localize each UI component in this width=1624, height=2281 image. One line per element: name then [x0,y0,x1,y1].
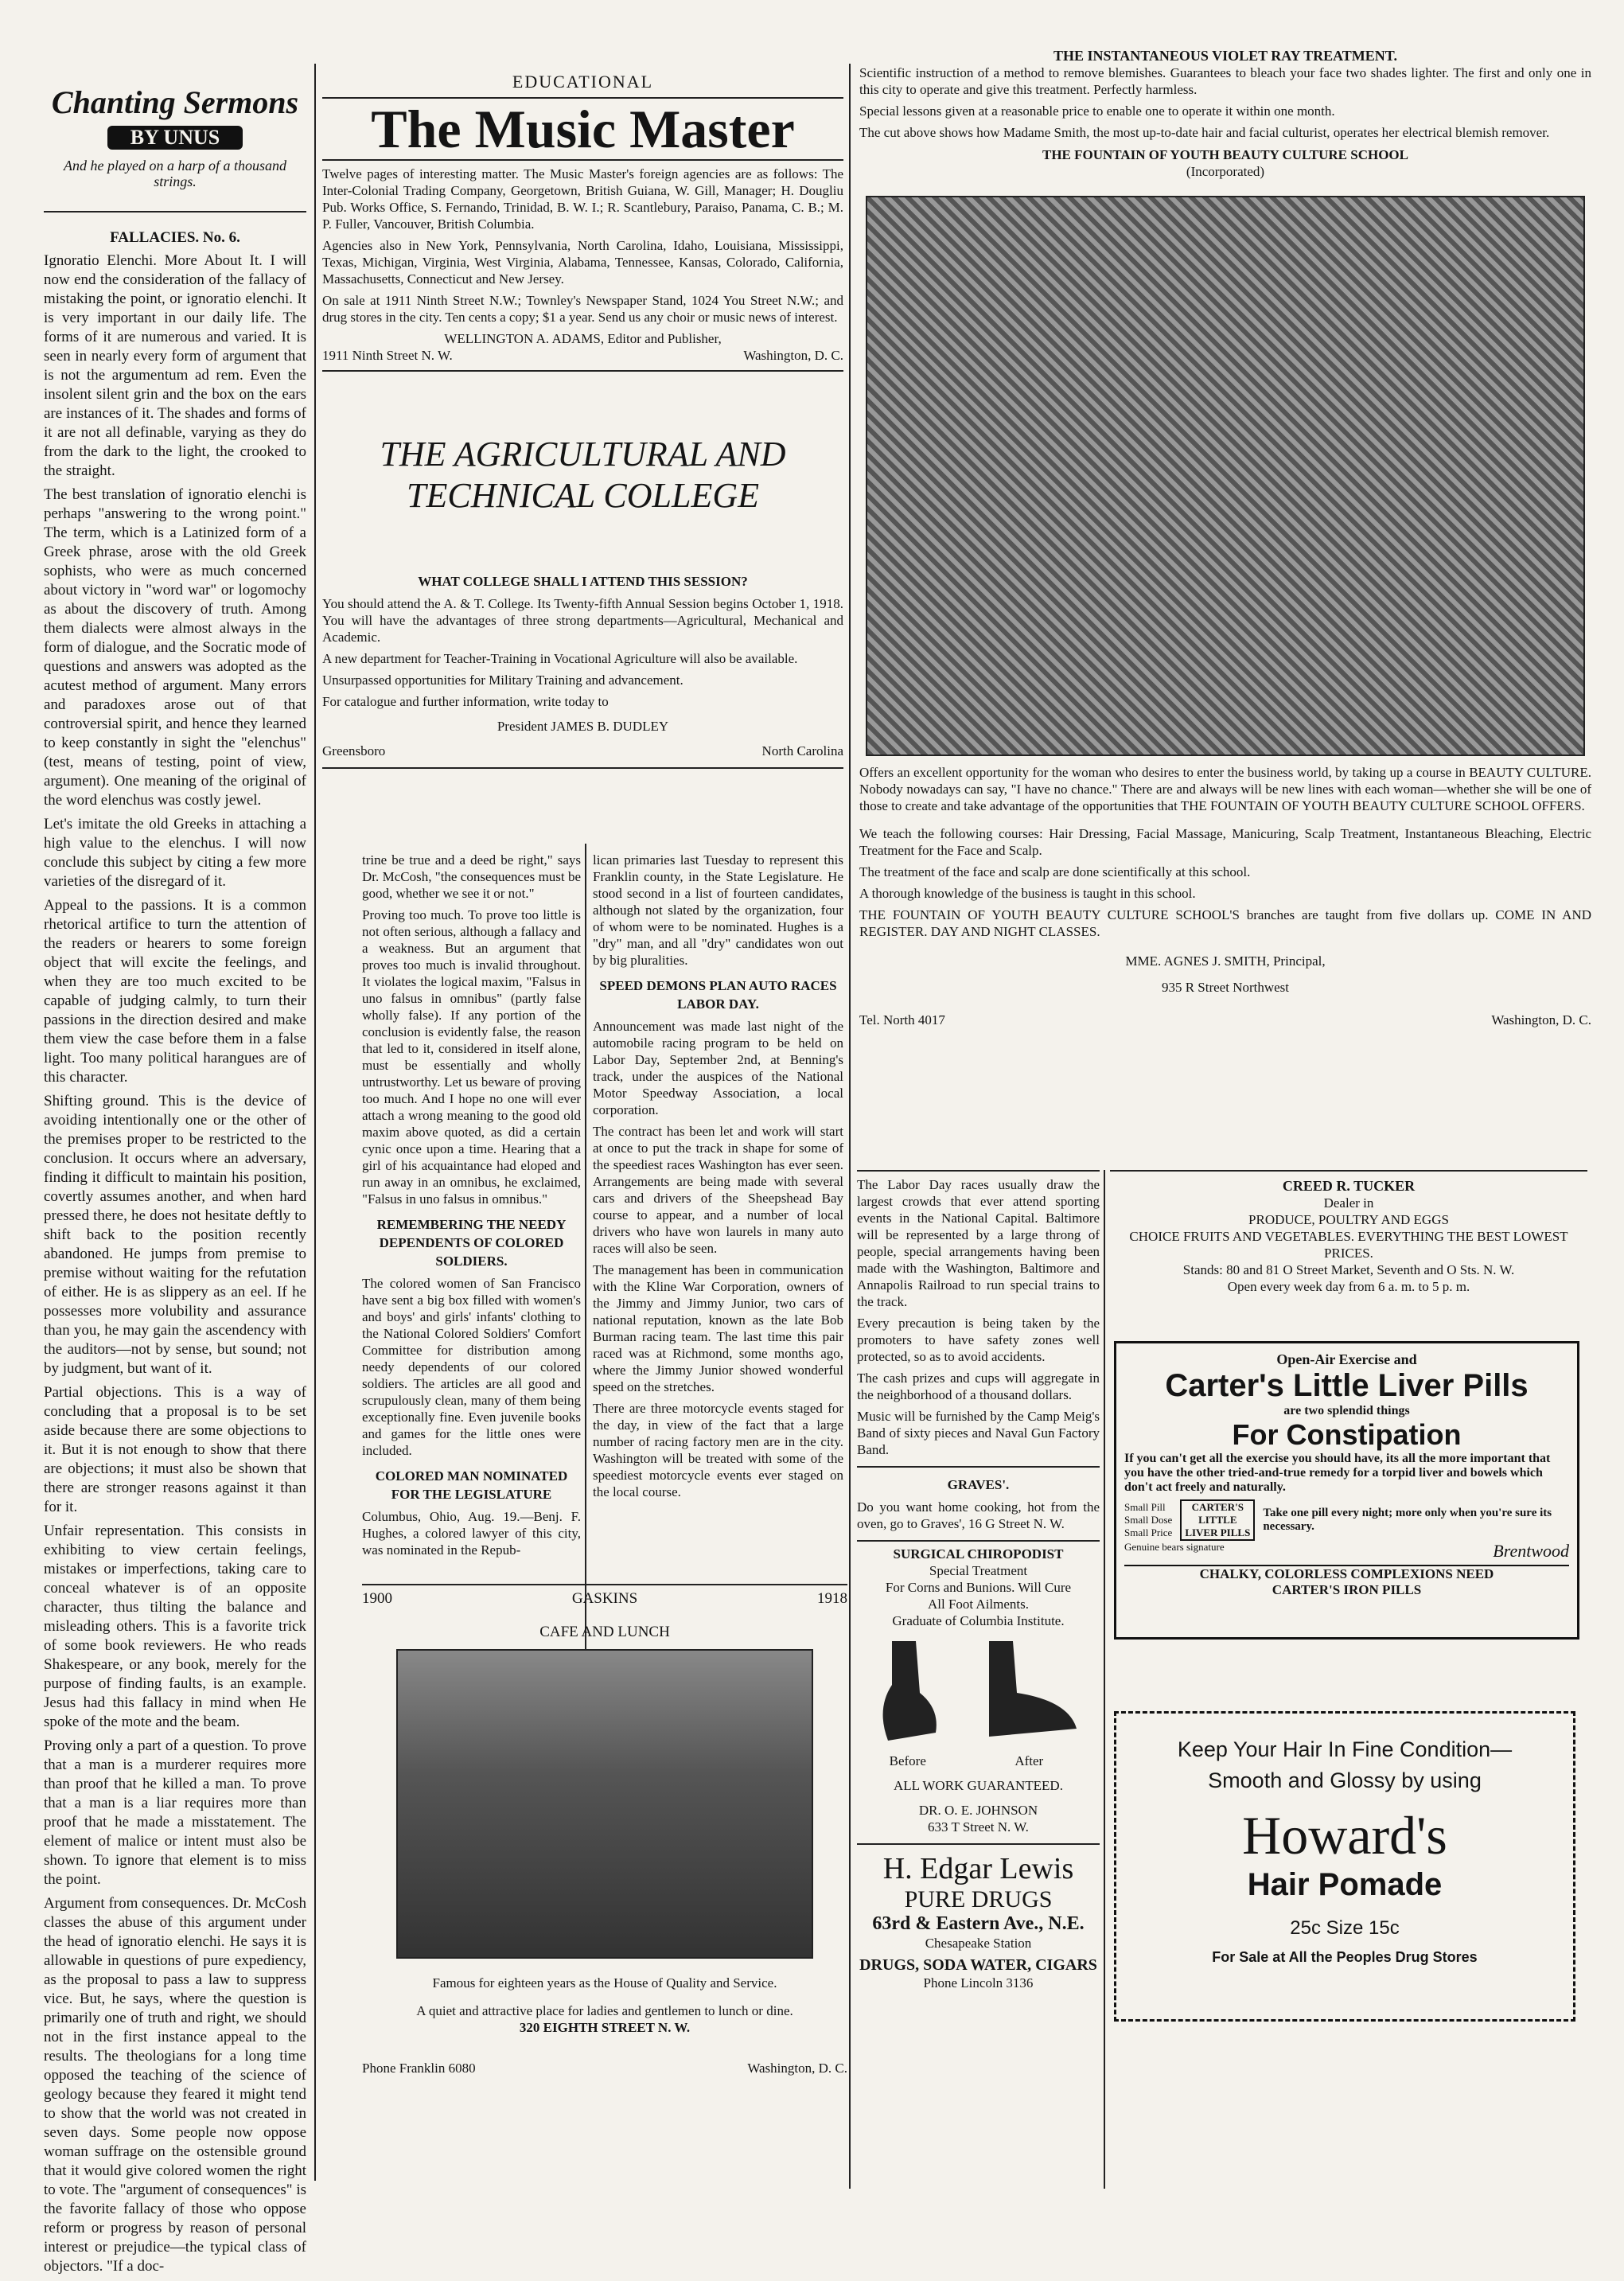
tucker-produce: PRODUCE, POULTRY AND EGGS [1248,1212,1449,1227]
year-start: 1900 [362,1590,392,1607]
chiropodist-text: Graduate of Columbia Institute. [892,1613,1065,1628]
address: 1911 Ninth Street N. W. [322,348,453,363]
carters-genuine: Genuine bears signature [1124,1541,1225,1553]
tucker-choice: CHOICE FRUITS AND VEGETABLES. EVERYTHING THE BEST LOWEST PRICES. [1129,1229,1568,1261]
college-text: Unsurpassed opportunities for Military Training and advancement. [322,673,683,688]
lewis-drugs: PURE DRUGS [904,1886,1053,1913]
beauty-salon-photo [866,196,1585,756]
howards-where: For Sale at All the Peoples Drug Stores [1212,1949,1478,1965]
principal: MME. AGNES J. SMITH, Principal, [1125,953,1326,969]
carters-signature: Brentwood [1493,1541,1569,1561]
before-label: Before [889,1753,926,1768]
violet-title: THE INSTANTANEOUS VIOLET RAY TREATMENT. [1053,48,1397,64]
tucker-stands: Stands: 80 and 81 O Street Market, Seventh and O Sts. N. W. [1182,1262,1515,1277]
nominated-title: COLORED MAN NOMINATED FOR THE LEGISLATURE [375,1468,568,1502]
music-body: Twelve pages of interesting matter. The Music Master's foreign agencies are as follows: The Inter-Colonial Trading Company, Georgetown, British Guiana, W. Gill, Manager; H. Dougliu Pub. Works Office, S. Fernando, Trinidad, B. W. I.; R. Scantlebury, Paraiso, Panama, C. B.; M. P. Fuller, Vancouver, British Columbia. [322,166,843,232]
city: Washington, D. C. [743,348,843,363]
paragraph: Every precaution is being taken by the promoters to have safety zones well protected, so as to avoid accidents. [857,1316,1100,1364]
paragraph: Appeal to the passions. It is a common rhetorical artifice to turn the attention of the readers or hearers to some foreign object that will excite the feelings, and when they are too much excited to be capable of judging calmly, to turn their passions in the direction desired and make them view the case before them in a false light. Too many political harangues are of this character. [44,897,306,1086]
beauty-text: We teach the following courses: Hair Dressing, Facial Massage, Manicuring, Scalp Treatment, Instantaneous Bleaching, Electric Treatment for the Face and Scalp. [859,826,1591,858]
city: Greensboro [322,743,386,758]
beauty-text: Offers an excellent opportunity for the woman who desires to enter the business world, by taking up a course in BEAUTY CULTURE. Nobody nowadays can say, "I have no chance." There are and always will be new lines with each woman—whether she will be one of those to create and take advantage of the opportunities that THE FOUNTAIN OF YOUTH BEAUTY CULTURE SCHOOL OFFERS. [859,765,1591,813]
banner-motto: And he played on a harp of a thousand strings. [64,158,286,189]
city: Washington, D. C. [1491,1012,1591,1027]
carters-two: are two splendid things [1283,1404,1410,1417]
tucker-hours: Open every week day from 6 a. m. to 5 p. m. [1227,1279,1470,1294]
chiropodist-title: SURGICAL CHIROPODIST [893,1546,1064,1562]
beauty-text: The treatment of the face and scalp are done scientifically at this school. [859,864,1251,879]
address: 320 EIGHTH STREET N. W. [519,2020,691,2035]
carters-for: For Constipation [1232,1418,1462,1451]
column-rule [849,64,851,1305]
tucker-ad [1110,1170,1587,1295]
violet-text: Scientific instruction of a method to remove blemishes. Guarantees to bleach your face two shades lighter. The first and only one in this city to operate and give this treatment. Perfectly harmless. [859,65,1591,97]
music-master-ad [322,72,843,372]
college-text: For catalogue and further information, write today to [322,694,609,709]
howards-line: Smooth and Glossy by using [1208,1768,1482,1792]
paragraph: Proving too much. To prove too little is not often serious, although a fallacy and a weakness. But an argument that proves too much is invalid throughout. It violates the logical maxim, "Falsus in uno falsus in omnibus" (partly false wholly false). If any portion of the conclusion is evidently false, the reason that led to it, considered in itself alone, must be essentially and wholly untrustworthy. Let us beware of proving too much. And I hope no one will ever attach a wrong meaning to the good old maxim above quoted, as did a certain cynic once upon a time. Hearing that a girl of his acquaintance had eloped and run away in an omnibus, he exclaimed, "Falsus in uno falsus in omnibus." [362,907,581,1207]
paragraph: Proving only a part of a question. To prove that a man is a murderer requires more than proof that he killed a man. To prove that a man is a liar requires more than proof that he made a misstatement. The element of malice or intent must also be shown. To ignore that element is to miss the point. [44,1737,306,1888]
graves-title: GRAVES'. [947,1477,1010,1492]
caption: Famous for eighteen years as the House of Quality and Service. [432,1975,777,1991]
chiropodist-ad [857,1540,1100,1835]
carters-box-label: CARTER'S LITTLE LIVER PILLS [1180,1499,1255,1541]
college-footer [322,743,843,759]
feet-illustrations [857,1637,1100,1769]
college-text: You should attend the A. & T. College. Its Twenty-fifth Annual Session begins October 1, 1918. You will have the advantages of three strong departments—Agricultural, Mechanical and Academic. [322,596,843,645]
violet-text: Special lessons given at a reasonable price to enable one to operate it within one month. [859,103,1335,119]
editor: WELLINGTON A. ADAMS, Editor and Publisher, [444,331,722,346]
foot-before-icon [872,1637,944,1749]
college-text: A new department for Teacher-Training in Vocational Agriculture will also be available. [322,651,798,666]
cafe-interior-photo [396,1649,813,1959]
paragraph: Unfair representation. This consists in exhibiting to view certain feelings, mistakes or imperfections, taking care to conceal whatever is of an opposite character, thus tilting the balance and misleading others. This is a favorite trick of some book reviewers. He who reads Shakespeare, or any book, merely for the purpose of finding faults, is an example. Jesus had this fallacy in mind when He spoke of the mote and the beam. [44,1523,306,1730]
carters-kicker: Open-Air Exercise and [1276,1351,1417,1367]
needy-title: REMEMBERING THE NEEDY DEPENDENTS OF COLORED SOLDIERS. [376,1217,567,1269]
state: North Carolina [761,743,843,758]
gaskins-name: GASKINS [571,1590,638,1607]
carters-footer-line: CHALKY, COLORLESS COMPLEXIONS NEED [1199,1566,1494,1581]
paragraph: There are three motorcycle events staged for the day, in view of the fact that a large number of racing factory men are in the city. Washington will be treated with some of the speediest motorcycle events ever staged on the local course. [593,1401,843,1499]
paragraph: trine be true and a deed be right," says Dr. McCosh, "the consequences must be good, whether we see it or not." [362,852,581,901]
beauty-school-ad [859,48,1591,1028]
foot-after [973,1637,1085,1769]
college-ad [322,434,843,769]
paragraph: The contract has been let and work will start at once to put the track in shape for some of the speediest races Washington has ever seen. Arrangements are being made with several cars and drivers of the Sheepshead Bay course to appear, and a number of local drivers who have won laurels in many auto races will also be seen. [593,1124,843,1256]
paragraph: Ignoratio Elenchi. More About It. I will now end the consideration of the fallacy of mistaking the point, or ignoratio elenchi. It is very important in our daily life. The forms of it are numerous and varied. It is seen in nearly every form of argument that is not the argumentum ad rem. Even the insolent silent grin and the box on the ears are instances of it. The shades and forms of it are not all definable, varying as they do from the dark to the light, the crooked to the straight. [44,252,306,479]
beauty-text: A thorough knowledge of the business is taught in this school. [859,886,1196,901]
gaskins-subtitle: CAFE AND LUNCH [539,1624,670,1640]
foot-after-icon [973,1637,1085,1749]
carters-take: Take one pill every night; more only when you're sure its necessary. [1263,1507,1552,1533]
address: 633 T Street N. W. [928,1819,1029,1835]
paragraph: The cash prizes and cups will aggregate in the neighborhood of a thousand dollars. [857,1371,1100,1402]
column-three [593,852,843,1505]
college-title-line: THE AGRICULTURAL AND [380,435,786,474]
address: 935 R Street Northwest [1161,980,1290,995]
howards-line: Keep Your Hair In Fine Condition— [1177,1737,1513,1761]
guarantee: ALL WORK GUARANTEED. [894,1778,1063,1793]
phone: Phone Franklin 6080 [362,2061,476,2076]
speed-title: SPEED DEMONS PLAN AUTO RACES LABOR DAY. [599,978,837,1012]
paragraph: Music will be furnished by the Camp Meig's Band of sixty pieces and Naval Gun Factory Band. [857,1409,1100,1457]
labor-column [857,1170,1100,1991]
column-rule [1104,1170,1105,2189]
howards-ad [1114,1711,1575,2022]
gaskins-header [362,1590,847,1608]
gaskins-ad [362,1584,847,2181]
graves-ad [857,1466,1100,1532]
paragraph: Let's imitate the old Greeks in attaching a high value to the elenchus. I will now conclude this subject by citing a few more varieties of the disregard of it. [44,816,306,890]
carters-pitch: If you can't get all the exercise you should have, its all the more important that you have the other tried-and-true remedy for a torpid liver and bowels which don't act freely and naturally. [1124,1452,1551,1494]
after-label: After [1015,1753,1044,1768]
chiropodist-text: Special Treatment [929,1563,1028,1578]
president: President JAMES B. DUDLEY [497,719,669,734]
music-body: On sale at 1911 Ninth Street N.W.; Townley's Newspaper Stand, 1024 You Street N.W.; and drug stores in the city. Ten cents a copy; $1 a year. Send us any choir or music news of interest. [322,293,843,325]
carters-sign-row [1124,1541,1569,1562]
beauty-footer [859,1012,1591,1028]
college-title [322,434,843,517]
paragraph: Argument from consequences. Dr. McCosh classes the abuse of this argument under the head of ignoratio elenchi. He says it is allowable in questions of pure expediency, as the proposal to pass a law to suppress vice. But, he says, where the question is primarily one of truth and right, we should not in the first instance appeal to the results. The theologians for a long time opposed the teaching of the science of geology because they feared it might tend to show that the world was not created in seven days. Some people now oppose woman suffrage on the ostensible ground that it would give colored women the right to vote. The "argument of consequences" is the favorite fallacy of those who oppose reform or progress by reason of personal interest or prejudice—the typical class of objectors. "If a doc- [44,1895,306,2275]
carters-ad [1114,1341,1579,1640]
violet-text: The cut above shows how Madame Smith, the most up-to-date hair and facial culturist, operates her electrical blemish remover. [859,125,1550,140]
paragraph: Partial objections. This is a way of concluding that a proposal is to be set aside because there are some objections to it. But it is not enough to show that there are objections; it must also be shown that there are stronger reasons against it than for it. [44,1384,306,1515]
lewis-phone: Phone Lincoln 3136 [923,1975,1034,1991]
beauty-text: THE FOUNTAIN OF YOUTH BEAUTY CULTURE SCHOOL'S branches are taught from five dollars up. COME IN AND REGISTER. DAY AND NIGHT CLASSES. [859,907,1591,939]
howards-sizes: 25c Size 15c [1290,1917,1400,1939]
chiropodist-text: For Corns and Bunions. Will Cure [885,1580,1072,1595]
tucker-name: CREED R. TUCKER [1282,1178,1416,1194]
section-title: FALLACIES. No. 6. [110,229,240,246]
paragraph: lican primaries last Tuesday to represent this Franklin county, in the State Legislature. He stood second in a list of fourteen candidates, although not slated by the organization, four of whom were to be nominated. Hughes is a "dry" man, and all "dry" candidates won out by big pluralities. [593,852,843,968]
paragraph: Columbus, Ohio, Aug. 19.—Benj. F. Hughes, a colored lawyer of this city, was nominated in the Repub- [362,1509,581,1558]
paragraph: Announcement was made last night of the automobile racing program to be held on Labor Day, September 2nd, at Benning's track, under the auspices of the National Motor Speedway Association, a local corporation. [593,1019,843,1117]
fallacies-column [44,76,306,2281]
tucker-dealer: Dealer in [1323,1195,1374,1211]
caption: A quiet and attractive place for ladies and gentlemen to lunch or dine. [416,2003,793,2018]
graves-text: Do you want home cooking, hot from the oven, go to Graves', 16 G Street N. W. [857,1499,1100,1531]
lewis-address: 63rd & Eastern Ave., N.E. [872,1913,1085,1934]
beauty-title: THE FOUNTAIN OF YOUTH BEAUTY CULTURE SCHOOL [1042,147,1408,162]
paragraph: The colored women of San Francisco have sent a big box filled with women's and boys' and girls' infants' clothing to the National Colored Soldiers' Comfort Committee for distribution among needy dependents of our colored soldiers. The articles are all good and scrupulously clean, many of them being exceptionally fine. Even juvenile books and games for the little ones were included. [362,1276,581,1458]
carters-title: Carter's Little Liver Pills [1165,1368,1529,1403]
banner-title: Chanting Sermons [51,84,299,120]
year-end: 1918 [816,1590,847,1607]
music-master-title: The Music Master [322,97,843,161]
incorporated: (Incorporated) [1186,164,1265,179]
banner-byline: BY UNUS [107,126,243,150]
lewis-name: H. Edgar Lewis [882,1852,1074,1885]
carters-mid [1124,1499,1569,1541]
carters-pill: Small Pill Small Dose Small Price [1124,1501,1173,1538]
paragraph: Shifting ground. This is the device of avoiding intentionally one or the other of the premises proper to be restricted to the conclusion. It occurs where an adversary, finding it difficult to maintain his position, covertly assumes another, and when hard pressed there, he does not hesitate deftly to shift back to the position recently abandoned. He jumps from premise to premise without waiting for the refutation of either. He is as slippery as an eel. If he possesses more volubility and assurance than you, he may gain the ascendency with the auditors—not by sense, but sound; not by judgment, but want of it. [44,1093,306,1377]
college-question: WHAT COLLEGE SHALL I ATTEND THIS SESSION? [418,574,748,589]
paragraph: The management has been in communication with the Kline War Corporation, owners of the Jimmy and Jimmy Junior, two cars of national reputation, known as the late Bob Burman racing team. The last time this pair raced was at Richmond, some months ago, where the Jimmy Junior showed wonderful speed on the stretches. [593,1262,843,1394]
chiropodist-text: All Foot Ailments. [927,1597,1030,1612]
gaskins-footer [362,2060,847,2076]
lewis-ad [857,1843,1100,1991]
kicker: EDUCATIONAL [512,72,654,92]
sermons-banner [44,76,306,213]
paragraph: The best translation of ignoratio elenchi is perhaps "answering to the wrong point." The term, which is a Latinized form of a Greek phrase, arose with the old Greek sophists, who were as much concerned about victory in "word war" or logomochy as about the discovery of truth. Among them dialects were almost always in the form of dialogue, and the Socratic mode of questions and answers was adopted as the acutest method of argument. Many errors and paradoxes arose out of that controversial spirit, and hence they learned to keep constantly in sight the "elenchus" (test, means of testing, point of view, argument). One meaning of the original of the word elenchus was costly jewel. [44,486,306,809]
howards-brand: Howard's [1242,1805,1447,1866]
lewis-station: Chesapeake Station [925,1936,1032,1951]
paragraph: The Labor Day races usually draw the largest crowds that ever attend sporting events in the National Capital. Baltimore will be represented by a large throng of people, special arrangements having been made with the Washington, Baltimore and Annapolis Railroad to run special trains to the track. [857,1177,1100,1309]
column-two [362,852,581,1563]
music-body: Agencies also in New York, Pennsylvania, North Carolina, Idaho, Louisiana, Mississippi, Texas, Michigan, Virginia, West Virginia, Alabama, Tennessee, Kansas, Colorado, California, Massachusetts, Connecticut and New Jersey. [322,238,843,287]
howards-product: Hair Pomade [1247,1867,1443,1902]
foot-before [872,1637,944,1769]
lewis-items: DRUGS, SODA WATER, CIGARS [859,1956,1097,1974]
column-rule [314,64,316,2181]
telephone: Tel. North 4017 [859,1012,945,1027]
city: Washington, D. C. [747,2061,847,2076]
music-footer [322,347,843,364]
carters-footer-line: CARTER'S IRON PILLS [1272,1582,1422,1597]
carters-footer [1124,1565,1569,1598]
college-title-line: TECHNICAL COLLEGE [407,476,759,515]
column-rule [849,1305,851,2189]
doctor: DR. O. E. JOHNSON [918,1803,1038,1818]
